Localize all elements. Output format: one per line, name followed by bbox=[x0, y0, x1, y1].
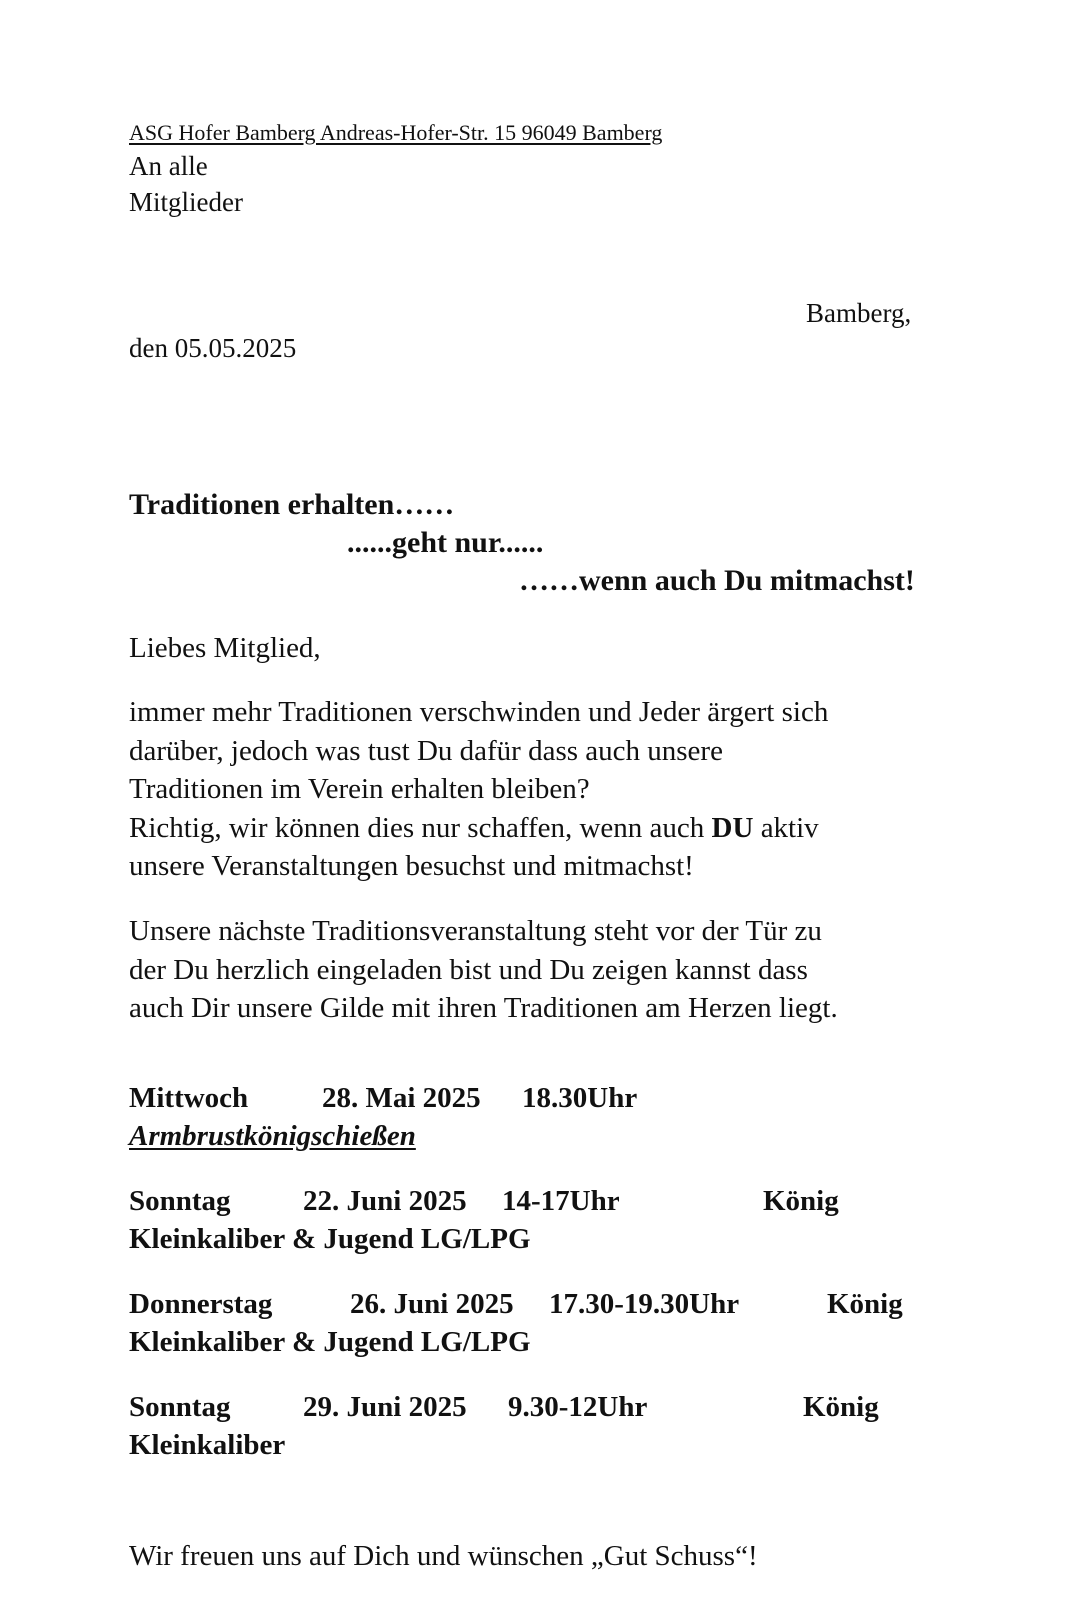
recipient-line: Mitglieder bbox=[129, 187, 243, 217]
event-detail: Kleinkaliber & Jugend LG/LPG bbox=[129, 1223, 531, 1255]
event-date: 26. Juni 2025 bbox=[350, 1288, 514, 1320]
event-date: 28. Mai 2025 bbox=[322, 1082, 481, 1114]
body-paragraph-2 bbox=[129, 912, 959, 1028]
paragraph-text: aktiv bbox=[753, 811, 819, 844]
sender-address-line: ASG Hofer Bamberg Andreas-Hofer-Str. 15 96049 Bamberg bbox=[129, 120, 663, 145]
event-label: König bbox=[763, 1185, 839, 1217]
recipient-line: An alle bbox=[129, 151, 208, 181]
event-day: Donnerstag bbox=[129, 1288, 273, 1320]
paragraph-line: auch Dir unsere Gilde mit ihren Traditionen am Herzen liegt. bbox=[129, 992, 838, 1024]
event-time: 17.30-19.30Uhr bbox=[549, 1288, 740, 1320]
paragraph-line: Traditionen im Verein erhalten bleiben? bbox=[129, 773, 590, 805]
event-time: 14-17Uhr bbox=[502, 1185, 620, 1217]
closing-line: Wir freuen uns auf Dich und wünschen „Gut Schuss“! bbox=[129, 1540, 758, 1572]
letter-place: Bamberg, bbox=[806, 298, 912, 328]
salutation: Liebes Mitglied, bbox=[129, 632, 321, 664]
body-paragraph-1 bbox=[129, 693, 959, 886]
event-time: 9.30-12Uhr bbox=[508, 1391, 648, 1423]
emphasis-du: DU bbox=[711, 811, 754, 844]
paragraph-line: unsere Veranstaltungen besuchst und mitmachst! bbox=[129, 850, 694, 882]
paragraph-line: der Du herzlich eingeladen bist und Du zeigen kannst dass bbox=[129, 953, 808, 986]
event-date: 29. Juni 2025 bbox=[303, 1391, 467, 1423]
event-date: 22. Juni 2025 bbox=[303, 1185, 467, 1217]
event-detail: Kleinkaliber bbox=[129, 1429, 286, 1461]
event-day: Sonntag bbox=[129, 1185, 231, 1217]
event-time: 18.30Uhr bbox=[522, 1082, 638, 1114]
letter-date: den 05.05.2025 bbox=[129, 333, 297, 363]
event-detail: Kleinkaliber & Jugend LG/LPG bbox=[129, 1326, 531, 1358]
headline-line-3: ……wenn auch Du mitmachst! bbox=[519, 564, 915, 597]
recipient-block bbox=[129, 148, 243, 220]
paragraph-line: Unsere nächste Traditionsveranstaltung steht vor der Tür zu bbox=[129, 915, 822, 947]
event-day: Mittwoch bbox=[129, 1082, 249, 1114]
event-label: König bbox=[803, 1391, 879, 1423]
paragraph-line: darüber, jedoch was tust Du dafür dass auch unsere bbox=[129, 734, 723, 767]
event-day: Sonntag bbox=[129, 1391, 231, 1423]
event-label: König bbox=[827, 1288, 903, 1320]
paragraph-line bbox=[129, 809, 959, 848]
event-title: Armbrustkönigschießen bbox=[129, 1120, 416, 1152]
headline-line-1: Traditionen erhalten…… bbox=[129, 488, 455, 521]
paragraph-text: Richtig, wir können dies nur schaffen, wenn auch bbox=[129, 811, 712, 844]
headline-line-2: ......geht nur...... bbox=[347, 526, 544, 559]
paragraph-line: immer mehr Traditionen verschwinden und Jeder ärgert sich bbox=[129, 696, 829, 728]
